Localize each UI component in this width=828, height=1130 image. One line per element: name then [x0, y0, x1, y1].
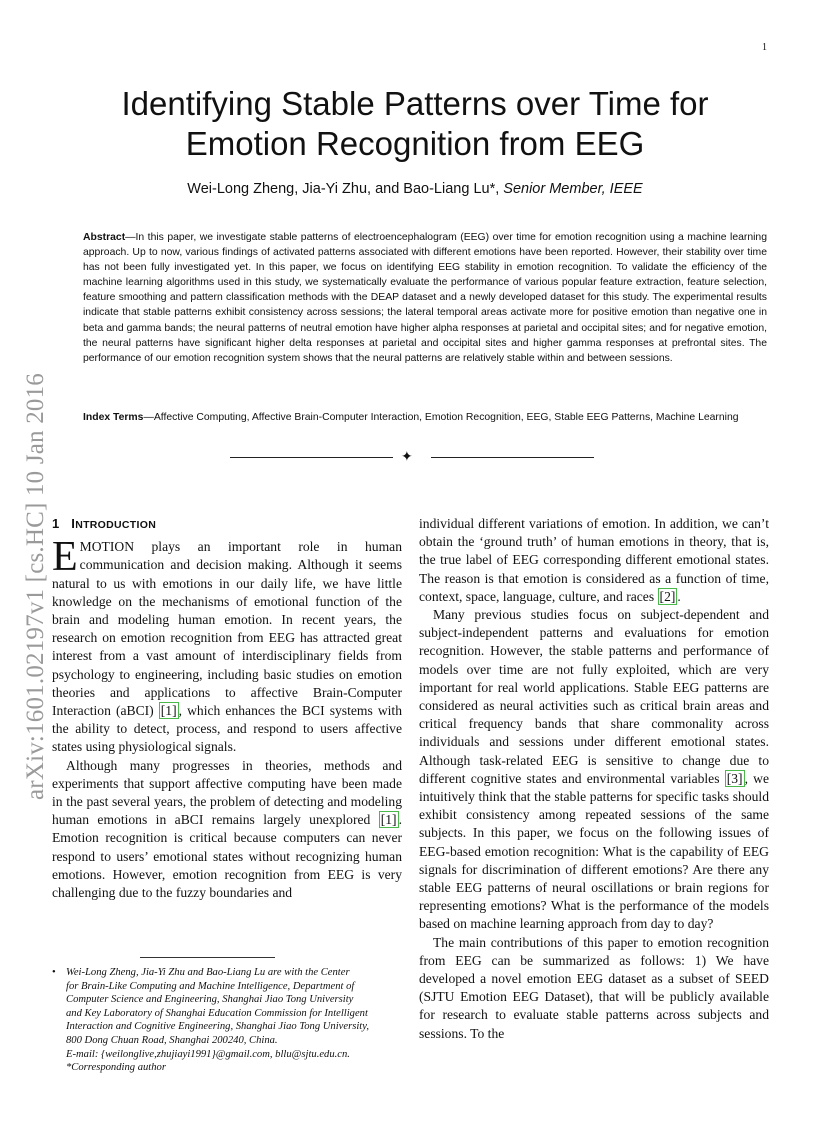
arxiv-stamp: arXiv:1601.02197v1 [cs.HC] 10 Jan 2016: [22, 373, 49, 800]
footnote-line: 800 Dong Chuan Road, Shanghai 200240, China.: [66, 1034, 278, 1046]
divider-line-right: [431, 457, 594, 458]
footnote-line: Computer Science and Engineering, Shanghai Jiao Tong University: [66, 994, 354, 1006]
section-heading-rest: NTRODUCTION: [75, 519, 157, 531]
section-heading-initial: I: [71, 516, 76, 531]
title-line-1: Identifying Stable Patterns over Time for: [121, 85, 709, 122]
citation-link[interactable]: [1]: [380, 812, 397, 828]
footnote-email: E-mail: {weilonglive,zhujiayi1991}@gmail.com, bllu@sjtu.edu.cn.: [66, 1048, 350, 1060]
index-terms-label: Index Terms: [83, 412, 144, 423]
paper-title: [60, 84, 770, 164]
divider-line-left: [230, 457, 393, 458]
author-list: [60, 181, 770, 197]
citation-link[interactable]: [1]: [160, 703, 177, 719]
abstract-label: Abstract: [83, 232, 126, 243]
page-number: 1: [762, 42, 767, 53]
index-terms-text: —Affective Computing, Affective Brain-Computer Interaction, Emotion Recognition, EEG, Stable EEG Patterns, Machine Learning: [143, 412, 739, 423]
author-names: Wei-Long Zheng, Jia-Yi Zhu, and Bao-Liang Lu*,: [187, 181, 504, 197]
title-line-2: Emotion Recognition from EEG: [185, 125, 645, 162]
footnote-corresponding: *Corresponding author: [66, 1062, 166, 1074]
author-role: Senior Member, IEEE: [503, 181, 643, 197]
intro-paragraph-2: Although many progresses in theories, methods and experiments that support affective computing have been made in the past several years, the problem of detecting and modeling human emotions in aBCI remains largely unexplored [1] . Emotion recognition is critical because computers can never respond to users’ emotional states without recognizing human emotions. However, emotion recognition from EEG is very challenging due to the fuzzy boundaries and: [52, 757, 402, 901]
abstract-text: —In this paper, we investigate stable patterns of electroencephalogram (EEG) over time for emotion recognition using a machine learning approach. Up to now, various findings of activated patterns associated with different emotions have been reported. However, their stability over time has not been fully investigated yet. In this paper, we focus on identifying EEG stability in emotion recognition. To validate the efficiency of the machine learning algorithms used in this study, we systematically evaluate the performance of various popular feature extraction, feature selection, feature smoothing and pattern classification methods with the DEAP dataset and a newly developed dataset for this study. The experimental results indicate that stable patterns exhibit consistency across sessions; the lateral temporal areas activate more for positive emotion than negative one in beta and gamma bands; the neural patterns of neutral emotion have higher alpha responses at parietal and occipital sites; and for negative emotion, the neural patterns have significant higher delta responses at parietal and occipital sites and higher gamma responses at prefrontal sites. The performance of our emotion recognition system shows that the neural patterns are relatively stable within and between sessions.: [83, 232, 767, 364]
section-number: 1: [52, 516, 60, 531]
footnote-rule: [140, 957, 275, 958]
left-column: [52, 515, 402, 902]
intro-paragraph-3: individual different variations of emotion. In addition, we can’t obtain the ‘ground truth’ of human emotions in theory, that is, the true label of EEG corresponding different emotional states. The reason is that emotion is considered as a function of time, context, space, language, culture, and races [2] .: [419, 516, 769, 604]
intro-paragraph-1: EMOTION plays an important role in human communication and decision making. Although it seems natural to us with emotions in our daily life, we have little knowledge on the mechanisms of emotional function of the brain and modeling human emotion. In recent years, the research on emotion recognition from EEG has attracted great interest from a vast amount of interdisciplinary fields from psychology to engineering, including basic studies on emotion theories and applications to affective Brain-Computer Interaction (aBCI) [1] , which enhances the BCI systems with the ability to detect, process, and respond to users affective states using physiological signals.: [52, 534, 403, 755]
citation-link[interactable]: [3]: [726, 770, 743, 786]
right-column: [419, 515, 769, 1043]
section-heading: [52, 515, 402, 534]
footnote-line: and Key Laboratory of Shanghai Education Commission for Intelligent: [66, 1007, 368, 1019]
footnote-bullet-icon: •: [52, 967, 56, 978]
section-divider: [230, 448, 594, 468]
drop-cap: E: [52, 534, 78, 581]
intro-paragraph-5: The main contributions of this paper to emotion recognition from EEG can be summarized as follows: 1) We have developed a novel emotion EEG dataset as a subset of SEED (SJTU Emotion EEG Dataset), that will be publicly available for research to evaluate stable patterns across subjects and sessions. To the: [419, 934, 769, 1041]
divider-star-icon: ✦: [401, 449, 413, 465]
intro-paragraph-4: Many previous studies focus on subject-dependent and subject-independent patterns and evaluations for emotion recognition. However, the stable patterns and performance of models over time are not fully exploited, which are very important for real world applications. Stable EEG patterns are considered as neural activities such as critical brain areas and critical frequency bands that share commonality across individuals and sessions under different emotional states. Although task-related EEG is sensitive to change due to different cognitive states and environmental variables [3] , we intuitively think that the stable patterns for specific tasks should exhibit consistency among repeated sessions of the same subjects. In this paper, we focus on the following issues of EEG-based emotion recognition: What is the capability of EEG signals for discrimination of different emotions? Are there any stable EEG patterns of neural oscillations or brain regions for representing emotions? What is the performance of the models based on machine learning approach from day to day?: [419, 607, 770, 932]
footnote-line: Interaction and Cognitive Engineering, Shanghai Jiao Tong University,: [66, 1021, 369, 1033]
footnote: [52, 966, 404, 1075]
index-terms: [83, 410, 767, 425]
footnote-line: for Brain-Like Computing and Machine Intelligence, Department of: [66, 980, 355, 992]
abstract: [83, 230, 767, 366]
citation-link[interactable]: [2]: [659, 588, 676, 604]
footnote-line: • Wei-Long Zheng, Jia-Yi Zhu and Bao-Liang Lu are with the Center: [52, 967, 350, 978]
